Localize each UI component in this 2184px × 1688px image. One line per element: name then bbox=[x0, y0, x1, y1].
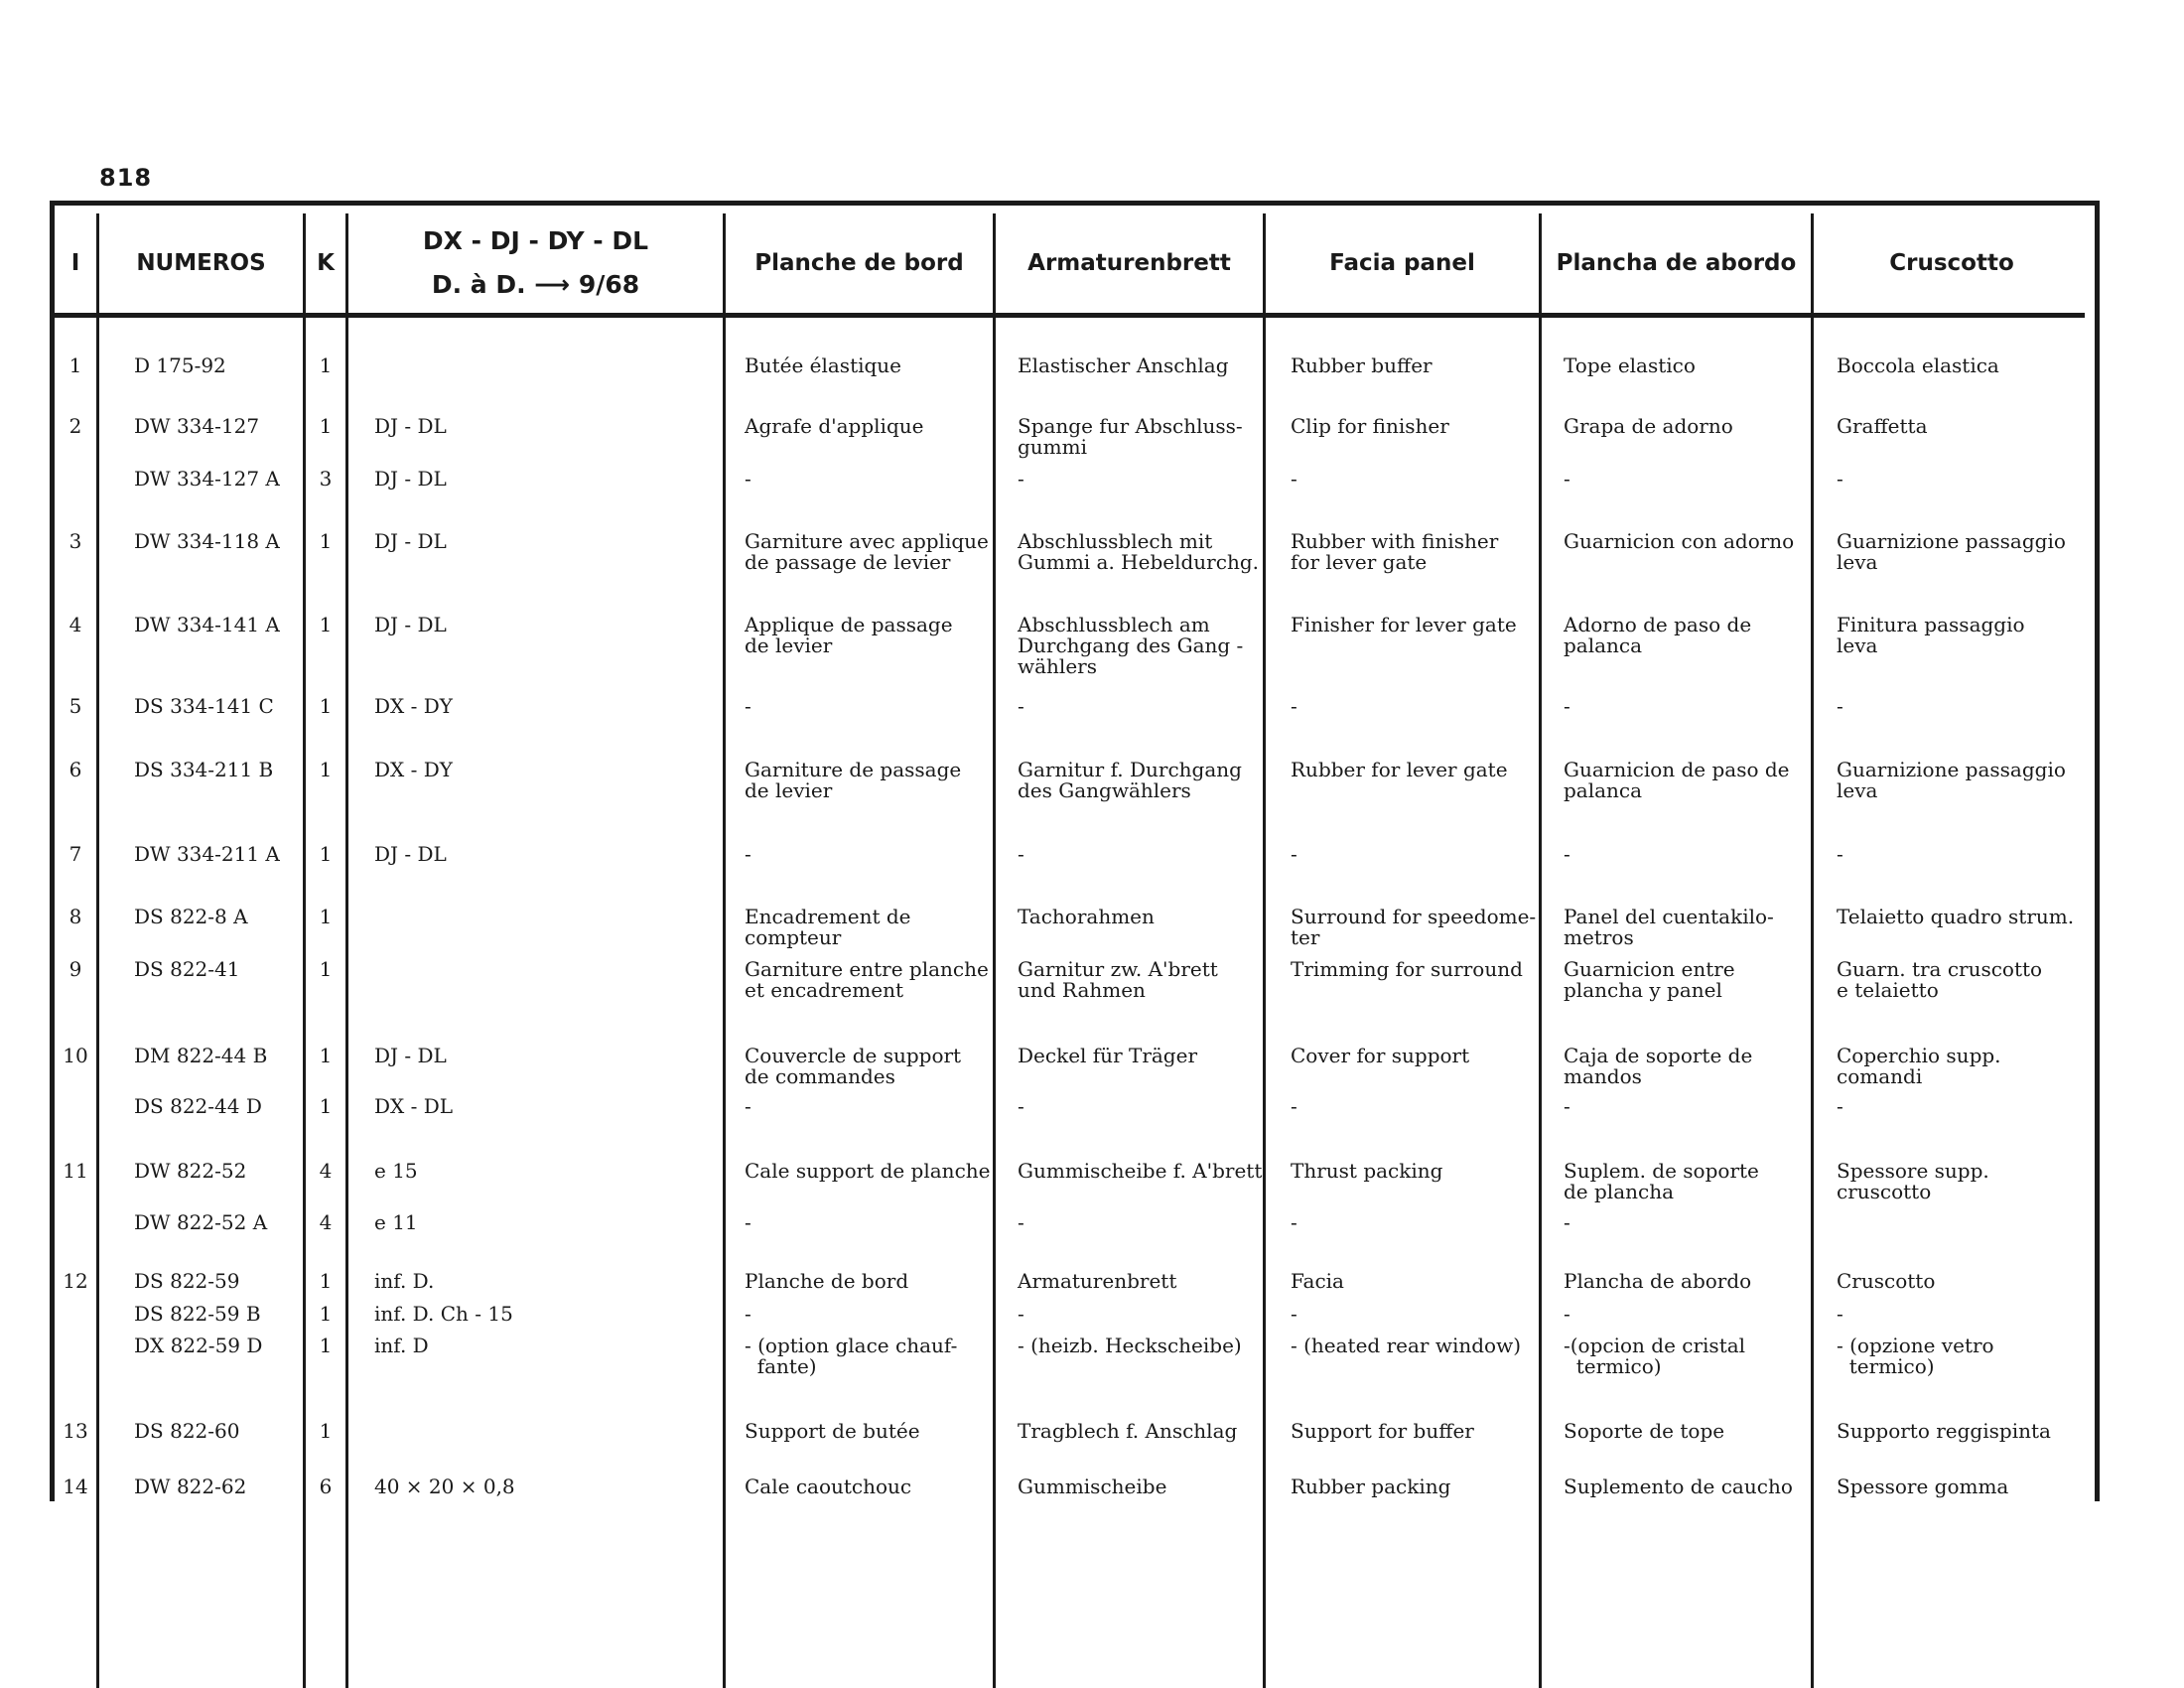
cell-german: Elastischer Anschlag bbox=[1018, 353, 1229, 377]
cell-models: DX - DY bbox=[374, 694, 453, 718]
cell-quantity: 4 bbox=[319, 1210, 333, 1234]
cell-quantity: 1 bbox=[319, 1302, 333, 1326]
cell-french: Couvercle de support de commandes bbox=[745, 1044, 962, 1088]
cell-quantity: 3 bbox=[319, 467, 333, 491]
cell-english: Cover for support bbox=[1291, 1044, 1470, 1067]
cell-part-number: DW 334-141 A bbox=[134, 613, 280, 636]
cell-english: Finisher for lever gate bbox=[1291, 613, 1517, 636]
cell-english: Rubber packing bbox=[1291, 1475, 1451, 1498]
cell-part-number: DS 822-44 D bbox=[134, 1094, 262, 1118]
cell-index: 1 bbox=[68, 353, 82, 377]
header-models bbox=[348, 213, 723, 313]
cell-english: Rubber with finisher for lever gate bbox=[1291, 529, 1499, 574]
cell-english: Facia bbox=[1291, 1269, 1344, 1293]
cell-spanish: Tope elastico bbox=[1564, 353, 1696, 377]
cell-spanish: Guarnicion entre plancha y panel bbox=[1564, 957, 1735, 1002]
cell-italian: Spessore supp. cruscotto bbox=[1837, 1159, 1989, 1203]
cell-italian: - bbox=[1837, 1094, 1843, 1118]
cell-english: Support for buffer bbox=[1291, 1419, 1474, 1443]
cell-french: Planche de bord bbox=[745, 1269, 909, 1293]
cell-german: - bbox=[1018, 1210, 1024, 1234]
cell-part-number: DS 822-59 bbox=[134, 1269, 240, 1293]
cell-quantity: 1 bbox=[319, 353, 333, 377]
column-divider bbox=[1263, 213, 1266, 1688]
column-divider bbox=[993, 213, 996, 1688]
cell-part-number: DX 822-59 D bbox=[134, 1334, 263, 1357]
header-index: I bbox=[70, 250, 80, 276]
cell-models: DJ - DL bbox=[374, 1044, 447, 1067]
cell-german: Tachorahmen bbox=[1018, 905, 1155, 928]
cell-french: - bbox=[745, 694, 751, 718]
cell-models: DJ - DL bbox=[374, 467, 447, 491]
cell-part-number: DW 334-127 bbox=[134, 414, 260, 438]
cell-models: DX - DL bbox=[374, 1094, 454, 1118]
header-divider bbox=[55, 313, 2085, 318]
column-divider bbox=[1811, 213, 1814, 1688]
cell-italian: Supporto reggispinta bbox=[1837, 1419, 2051, 1443]
page-number: 818 bbox=[99, 164, 153, 192]
cell-models: DJ - DL bbox=[374, 414, 447, 438]
cell-spanish: Plancha de abordo bbox=[1564, 1269, 1752, 1293]
cell-models: DX - DY bbox=[374, 758, 453, 781]
column-divider bbox=[723, 213, 726, 1688]
header-german: Armaturenbrett bbox=[1027, 250, 1231, 276]
header-english: Facia panel bbox=[1329, 250, 1475, 276]
cell-spanish: Guarnicion de paso de palanca bbox=[1564, 758, 1790, 802]
cell-german: - (heizb. Heckscheibe) bbox=[1018, 1334, 1242, 1357]
header-italian: Cruscotto bbox=[1889, 250, 2014, 276]
column-divider bbox=[1539, 213, 1542, 1688]
cell-english: - bbox=[1291, 694, 1297, 718]
cell-german: - bbox=[1018, 842, 1024, 866]
cell-index: 8 bbox=[68, 905, 82, 928]
cell-spanish: Suplemento de caucho bbox=[1564, 1475, 1793, 1498]
cell-part-number: DW 822-52 A bbox=[134, 1210, 268, 1234]
column-divider bbox=[96, 213, 99, 1688]
cell-italian: - (opzione vetro termico) bbox=[1837, 1334, 1994, 1378]
cell-english: - bbox=[1291, 1302, 1297, 1326]
cell-index: 9 bbox=[68, 957, 82, 981]
cell-german: Abschlussblech am Durchgang des Gang - wählers bbox=[1018, 613, 1244, 678]
cell-models: inf. D. Ch - 15 bbox=[374, 1302, 513, 1326]
cell-italian: Graffetta bbox=[1837, 414, 1928, 438]
cell-french: Cale support de planche bbox=[745, 1159, 991, 1183]
cell-part-number: DS 822-41 bbox=[134, 957, 240, 981]
cell-french: - bbox=[745, 1302, 751, 1326]
cell-index: 3 bbox=[68, 529, 82, 553]
cell-english: Clip for finisher bbox=[1291, 414, 1449, 438]
cell-quantity: 1 bbox=[319, 1269, 333, 1293]
cell-english: Rubber buffer bbox=[1291, 353, 1433, 377]
cell-models: inf. D. bbox=[374, 1269, 435, 1293]
cell-quantity: 1 bbox=[319, 613, 333, 636]
column-divider bbox=[345, 213, 348, 1688]
cell-german: Deckel für Träger bbox=[1018, 1044, 1198, 1067]
cell-models: inf. D bbox=[374, 1334, 429, 1357]
cell-german: - bbox=[1018, 1094, 1024, 1118]
cell-index: 14 bbox=[63, 1475, 88, 1498]
cell-german: Gummischeibe bbox=[1018, 1475, 1167, 1498]
cell-italian: Guarnizione passaggio leva bbox=[1837, 758, 2066, 802]
cell-italian: - bbox=[1837, 1302, 1843, 1326]
cell-index: 12 bbox=[63, 1269, 88, 1293]
cell-index: 11 bbox=[63, 1159, 88, 1183]
cell-models: 40 × 20 × 0,8 bbox=[374, 1475, 515, 1498]
cell-spanish: - bbox=[1564, 467, 1570, 491]
cell-french: Butée élastique bbox=[745, 353, 902, 377]
cell-quantity: 1 bbox=[319, 905, 333, 928]
cell-english: - bbox=[1291, 1094, 1297, 1118]
header-k: K bbox=[317, 250, 335, 276]
cell-index: 4 bbox=[68, 613, 82, 636]
cell-quantity: 1 bbox=[319, 1419, 333, 1443]
cell-italian: Boccola elastica bbox=[1837, 353, 1999, 377]
cell-french: - bbox=[745, 1094, 751, 1118]
cell-english: Rubber for lever gate bbox=[1291, 758, 1508, 781]
cell-french: Applique de passage de levier bbox=[745, 613, 953, 657]
cell-spanish: Guarnicion con adorno bbox=[1564, 529, 1795, 553]
cell-spanish: -(opcion de cristal termico) bbox=[1564, 1334, 1746, 1378]
cell-french: - (option glace chauf- fante) bbox=[745, 1334, 958, 1378]
cell-german: - bbox=[1018, 1302, 1024, 1326]
cell-spanish: - bbox=[1564, 1094, 1570, 1118]
cell-english: Trimming for surround bbox=[1291, 957, 1523, 981]
cell-italian: - bbox=[1837, 842, 1843, 866]
cell-quantity: 1 bbox=[319, 414, 333, 438]
cell-italian: Finitura passaggio leva bbox=[1837, 613, 2025, 657]
cell-index: 5 bbox=[68, 694, 82, 718]
cell-part-number: DM 822-44 B bbox=[134, 1044, 268, 1067]
cell-german: Abschlussblech mit Gummi a. Hebeldurchg. bbox=[1018, 529, 1259, 574]
cell-english: - bbox=[1291, 467, 1297, 491]
cell-french: Cale caoutchouc bbox=[745, 1475, 912, 1498]
cell-part-number: DS 822-60 bbox=[134, 1419, 240, 1443]
cell-italian: Spessore gomma bbox=[1837, 1475, 2009, 1498]
cell-italian: Telaietto quadro strum. bbox=[1837, 905, 2075, 928]
cell-german: Tragblech f. Anschlag bbox=[1018, 1419, 1238, 1443]
cell-french: - bbox=[745, 842, 751, 866]
cell-spanish: Soporte de tope bbox=[1564, 1419, 1725, 1443]
cell-french: - bbox=[745, 1210, 751, 1234]
cell-french: - bbox=[745, 467, 751, 491]
cell-spanish: Caja de soporte de mandos bbox=[1564, 1044, 1753, 1088]
header-models-line1: DX - DJ - DY - DL bbox=[422, 226, 649, 255]
cell-index: 13 bbox=[63, 1419, 88, 1443]
header-numeros: NUMEROS bbox=[136, 250, 266, 276]
cell-french: Agrafe d'applique bbox=[745, 414, 924, 438]
cell-italian: Coperchio supp. comandi bbox=[1837, 1044, 2001, 1088]
cell-spanish: - bbox=[1564, 842, 1570, 866]
cell-german: Garnitur zw. A'brett und Rahmen bbox=[1018, 957, 1218, 1002]
cell-part-number: DS 334-141 C bbox=[134, 694, 274, 718]
cell-german: Spange fur Abschluss- gummi bbox=[1018, 414, 1243, 459]
cell-french: Encadrement de compteur bbox=[745, 905, 911, 949]
cell-english: - bbox=[1291, 842, 1297, 866]
cell-models: DJ - DL bbox=[374, 842, 447, 866]
cell-italian: - bbox=[1837, 694, 1843, 718]
cell-german: - bbox=[1018, 694, 1024, 718]
cell-english: - (heated rear window) bbox=[1291, 1334, 1521, 1357]
cell-italian: Guarnizione passaggio leva bbox=[1837, 529, 2066, 574]
cell-part-number: DW 334-211 A bbox=[134, 842, 280, 866]
cell-german: Armaturenbrett bbox=[1018, 1269, 1177, 1293]
cell-models: DJ - DL bbox=[374, 613, 447, 636]
cell-part-number: DS 334-211 B bbox=[134, 758, 274, 781]
cell-french: Garniture avec applique de passage de levier bbox=[745, 529, 989, 574]
cell-spanish: Panel del cuentakilo- metros bbox=[1564, 905, 1774, 949]
cell-quantity: 1 bbox=[319, 529, 333, 553]
header-french: Planche de bord bbox=[754, 250, 964, 276]
cell-part-number: DW 334-118 A bbox=[134, 529, 280, 553]
cell-models: e 11 bbox=[374, 1210, 418, 1234]
cell-french: Garniture entre planche et encadrement bbox=[745, 957, 989, 1002]
cell-quantity: 4 bbox=[319, 1159, 333, 1183]
cell-part-number: DS 822-59 B bbox=[134, 1302, 261, 1326]
cell-models: DJ - DL bbox=[374, 529, 447, 553]
cell-italian: - bbox=[1837, 467, 1843, 491]
cell-part-number: DS 822-8 A bbox=[134, 905, 248, 928]
cell-part-number: DW 822-52 bbox=[134, 1159, 247, 1183]
cell-quantity: 1 bbox=[319, 1044, 333, 1067]
cell-german: Gummischeibe f. A'brett bbox=[1018, 1159, 1263, 1183]
cell-index: 6 bbox=[68, 758, 82, 781]
cell-french: Garniture de passage de levier bbox=[745, 758, 962, 802]
cell-english: Thrust packing bbox=[1291, 1159, 1443, 1183]
cell-index: 10 bbox=[63, 1044, 88, 1067]
cell-quantity: 1 bbox=[319, 758, 333, 781]
cell-french: Support de butée bbox=[745, 1419, 920, 1443]
cell-english: Surround for speedome- ter bbox=[1291, 905, 1537, 949]
cell-index: 2 bbox=[68, 414, 82, 438]
cell-quantity: 1 bbox=[319, 957, 333, 981]
cell-english: - bbox=[1291, 1210, 1297, 1234]
cell-spanish: - bbox=[1564, 1210, 1570, 1234]
cell-part-number: D 175-92 bbox=[134, 353, 226, 377]
cell-spanish: Adorno de paso de palanca bbox=[1564, 613, 1752, 657]
cell-spanish: - bbox=[1564, 694, 1570, 718]
cell-german: Garnitur f. Durchgang des Gangwählers bbox=[1018, 758, 1242, 802]
cell-part-number: DW 822-62 bbox=[134, 1475, 247, 1498]
cell-german: - bbox=[1018, 467, 1024, 491]
cell-spanish: - bbox=[1564, 1302, 1570, 1326]
cell-italian: Cruscotto bbox=[1837, 1269, 1936, 1293]
cell-quantity: 1 bbox=[319, 842, 333, 866]
header-spanish: Plancha de abordo bbox=[1556, 250, 1797, 276]
cell-part-number: DW 334-127 A bbox=[134, 467, 280, 491]
cell-spanish: Grapa de adorno bbox=[1564, 414, 1733, 438]
cell-quantity: 1 bbox=[319, 694, 333, 718]
cell-spanish: Suplem. de soporte de plancha bbox=[1564, 1159, 1759, 1203]
cell-index: 7 bbox=[68, 842, 82, 866]
cell-models: e 15 bbox=[374, 1159, 418, 1183]
cell-quantity: 1 bbox=[319, 1334, 333, 1357]
cell-italian: Guarn. tra cruscotto e telaietto bbox=[1837, 957, 2043, 1002]
cell-quantity: 6 bbox=[319, 1475, 333, 1498]
cell-quantity: 1 bbox=[319, 1094, 333, 1118]
header-models-line2: D. à D. ⟶ 9/68 bbox=[431, 270, 640, 299]
